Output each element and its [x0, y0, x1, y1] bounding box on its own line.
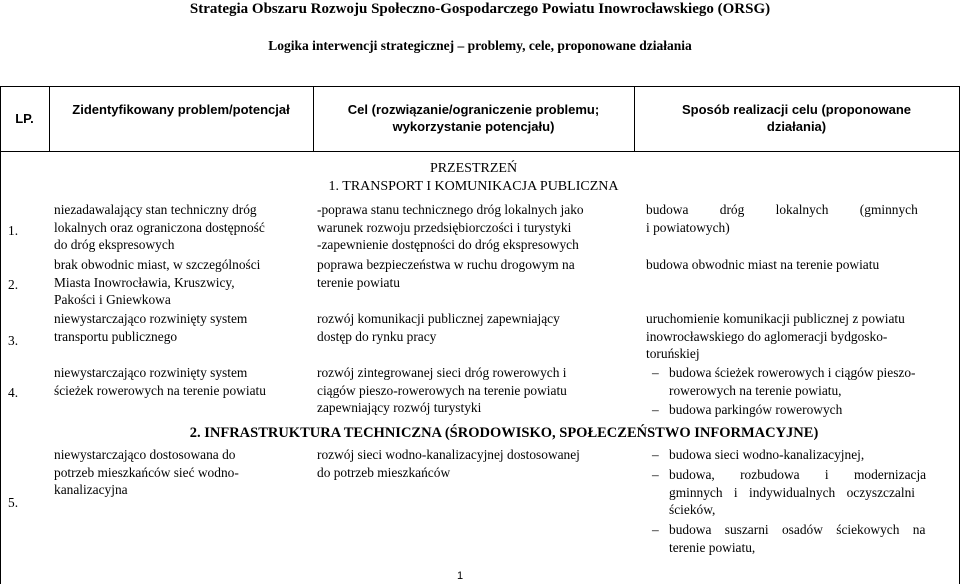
list-item: – budowa, rozbudowa i modernizacja gminnych i indywidualnych oczyszczalni ścieków, — [652, 467, 927, 517]
problem-cell: niewystarczająco rozwinięty system transportu publicznego — [54, 311, 248, 344]
row-number: 1. — [8, 223, 19, 238]
problem-cell: brak obwodnic miast, w szczególności Miasta Inowrocławia, Kruszwicy, Pakości i Gniewkowa — [54, 257, 261, 307]
action-cell: budowa obwodnic miast na terenie powiatu — [646, 257, 880, 272]
goal-cell: rozwój komunikacji publicznej zapewniający dostęp do rynku pracy — [317, 311, 560, 344]
problem-cell: niewystarczająco rozwinięty system ścieżek rowerowych na terenie powiatu — [54, 365, 266, 398]
goal-cell: rozwój zintegrowanej sieci dróg rowerowych i ciągów pieszo-rowerowych na terenie powiatu zapewniający rozwój turystyki — [317, 365, 567, 415]
header-action: Sposób realizacji celu (proponowane działania) — [682, 102, 911, 134]
goal-cell: poprawa bezpieczeństwa w ruchu drogowym na terenie powiatu — [317, 257, 575, 290]
document-subtitle: Logika interwencji strategicznej – problemy, cele, proponowane działania — [268, 38, 692, 53]
row-number: 3. — [8, 333, 19, 348]
row-number: 2. — [8, 277, 19, 292]
header-problem: Zidentyfikowany problem/potencjał — [72, 102, 290, 117]
subsection-infrastructure: 2. INFRASTRUKTURA TECHNICZNA (ŚRODOWISKO, SPOŁECZEŃSTWO INFORMACYJNE) — [189, 425, 819, 441]
list-item: – budowa sieci wodno-kanalizacyjnej, — [652, 447, 865, 462]
goal-cell: -poprawa stanu technicznego dróg lokalnych jako warunek rozwoju przedsiębiorczości i turystyki -zapewnienie dostępności do dróg ekspresowych — [317, 202, 584, 252]
document-title: Strategia Obszaru Rozwoju Społeczno-Gospodarczego Powiatu Inowrocławskiego (ORSG) — [189, 1, 771, 17]
subsection-transport: 1. TRANSPORT I KOMUNIKACJA PUBLICZNA — [328, 179, 619, 194]
list-item: – budowa parkingów rowerowych — [652, 402, 843, 417]
page-number: 1 — [456, 570, 464, 582]
list-item: – budowa suszarni osadów ściekowych na terenie powiatu, — [652, 522, 926, 555]
row-number: 4. — [8, 385, 19, 400]
list-item: – budowa ścieżek rowerowych i ciągów pieszo- rowerowych na terenie powiatu, — [652, 365, 916, 398]
row-number: 5. — [8, 495, 19, 510]
action-cell: budowa dróg lokalnych (gminnych i powiatowych) — [646, 202, 918, 235]
goal-cell: rozwój sieci wodno-kanalizacyjnej dostosowanej do potrzeb mieszkańców — [317, 447, 580, 480]
section-space: PRZESTRZEŃ — [429, 161, 518, 176]
action-cell: uruchomienie komunikacji publicznej z powiatu inowrocławskiego do aglomeracji bydgosko- toruńskiej — [646, 311, 905, 361]
problem-cell: niezadawalający stan techniczny dróg lokalnych oraz ograniczona dostępność do dróg ekspresowych — [54, 202, 265, 252]
problem-cell: niewystarczająco dostosowana do potrzeb mieszkańców sieć wodno- kanalizacyjna — [54, 447, 239, 497]
header-lp: LP. — [15, 111, 34, 126]
header-goal: Cel (rozwiązanie/ograniczenie problemu; wykorzystanie potencjału) — [347, 102, 600, 134]
